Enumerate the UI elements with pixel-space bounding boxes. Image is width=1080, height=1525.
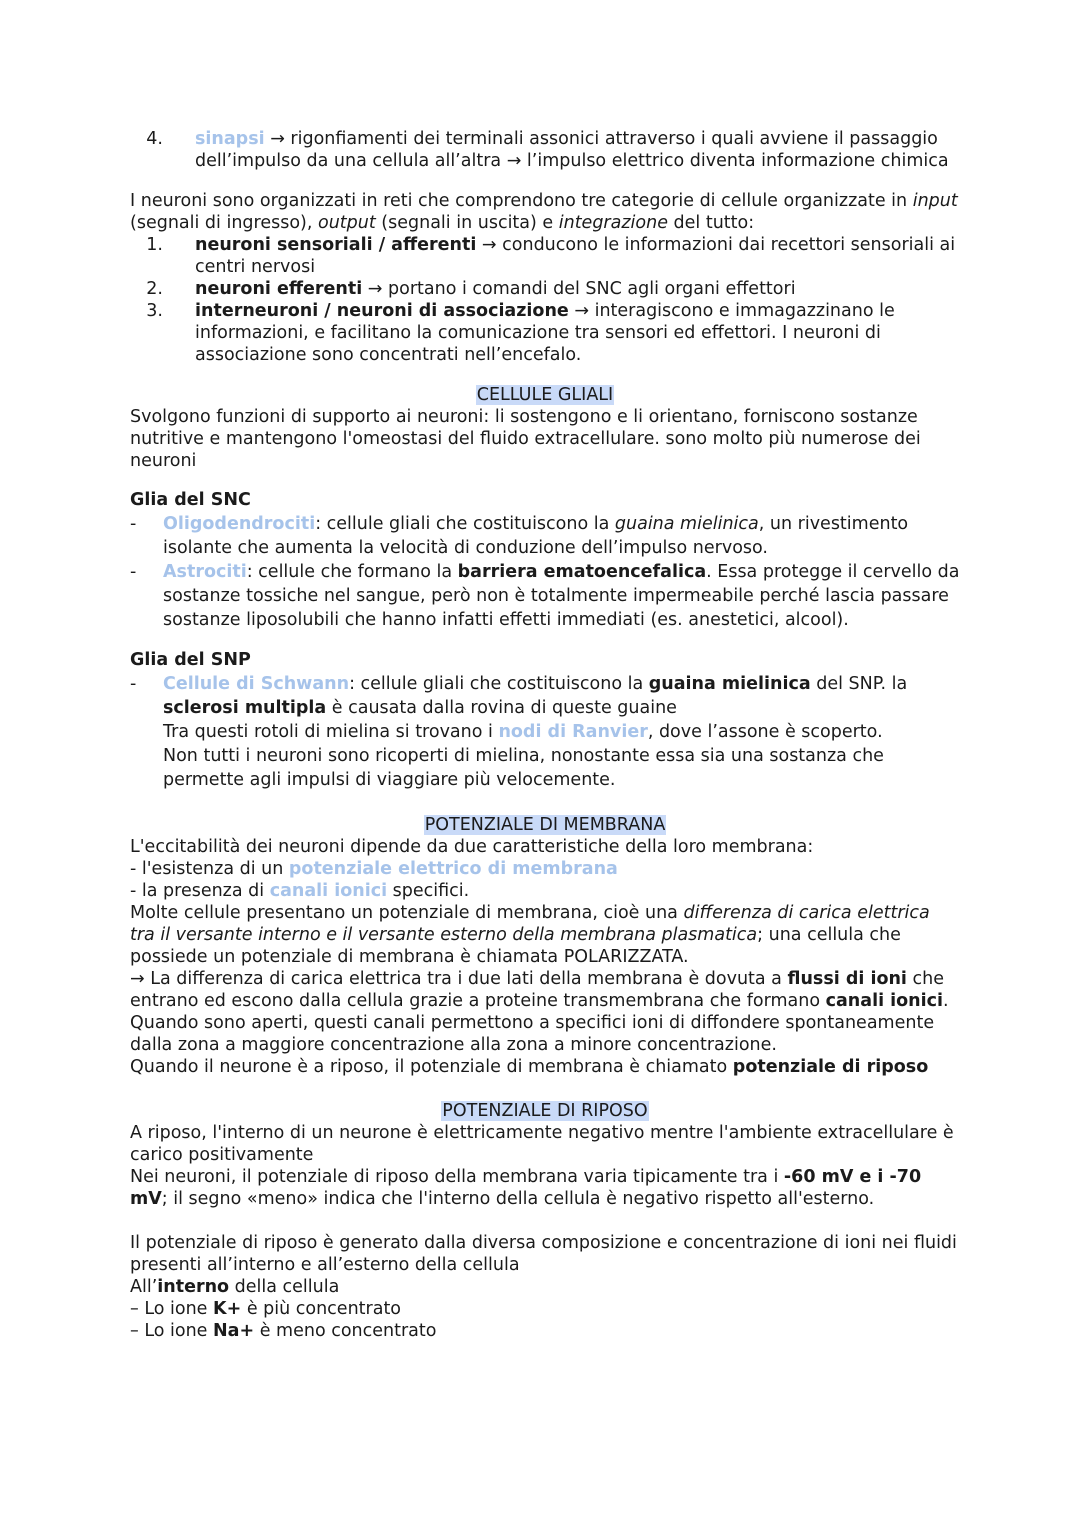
glia-list-item: - Cellule di Schwann: cellule gliali che costituiscono la guaina mielinica del SNP. la sclerosi multipla è causata dalla rovina di queste guaine Tra questi rotoli di mielina si trovano i nodi di Ranvier, dove l’assone è scoperto. Non tutti i neuroni sono ricoperti di mielina, nonostante essa sia una sostanza che permette agli impulsi di viaggiare più velocemente.: [130, 672, 960, 792]
ion-k-line: – Lo ione K+ è più concentrato: [130, 1299, 402, 1319]
membrane-paragraph1: Molte cellule presentano un potenziale di membrana, cioè una differenza di carica elettrica tra il versante interno e il versante esterno della membrana plasmatica; una cellula che possiede un potenziale di membrana è chiamata POLARIZZATA.: [130, 903, 930, 967]
resting-paragraph3: Il potenziale di riposo è generato dalla diversa composizione e concentrazione di ioni nei fluidi presenti all’interno e all’esterno della cellula: [130, 1233, 957, 1275]
term-cellule-schwann: Cellule di Schwann: [163, 674, 350, 694]
resting-paragraph2: Nei neuroni, il potenziale di riposo della membrana varia tipicamente tra i -60 mV e i -70 mV; il segno «meno» indica che l'interno della cellula è negativo rispetto all'esterno.: [130, 1167, 922, 1209]
synapse-list-item: [130, 128, 960, 172]
bullet-dash: -: [130, 562, 137, 582]
glia-list-item: - Oligodendrociti: cellule gliali che costituiscono la guaina mielinica, un rivestimento isolante che aumenta la velocità di conduzione dell’impulso nervoso.: [130, 514, 909, 558]
section-heading-membrane: POTENZIALE DI MEMBRANA: [424, 815, 666, 835]
term-neuroni-sensoriali: neuroni sensoriali / afferenti: [195, 235, 477, 255]
term-nodi-ranvier: nodi di Ranvier: [498, 722, 648, 742]
membrane-paragraph3: Quando il neurone è a riposo, il potenziale di membrana è chiamato potenziale di riposo: [130, 1057, 929, 1077]
myelin-note: Non tutti i neuroni sono ricoperti di mielina, nonostante essa sia una sostanza che permette agli impulsi di viaggiare più velocemente.: [163, 746, 884, 790]
term-oligodendrociti: Oligodendrociti: [163, 514, 316, 534]
synapse-text: sinapsi → rigonfiamenti dei terminali assonici attraverso i quali avviene il passaggio dell’impulso da una cellula all’altra → l’impulso elettrico diventa informazione chimica: [195, 129, 949, 171]
glia-intro: Svolgono funzioni di supporto ai neuroni: li sostengono e li orientano, forniscono sostanze nutritive e mantengono l'omeostasi del fluido extracellulare. sono molto più numerose dei neuroni: [130, 407, 921, 471]
bullet-dash: -: [130, 514, 137, 534]
term-neuroni-efferenti: neuroni efferenti: [195, 279, 363, 299]
term-sinapsi: sinapsi: [195, 129, 265, 149]
membrane-paragraph2: → La differenza di carica elettrica tra i due lati della membrana è dovuta a flussi di ioni che entrano ed escono dalla cellula grazie a proteine transmembrana che formano canali ionici. Quando sono aperti, questi canali permettono a specifici ioni di diffondere spontaneamente dalla zona a maggiore concentrazione alla zona a minore concentrazione.: [130, 969, 949, 1055]
resting-paragraph4: All’interno della cellula: [130, 1277, 340, 1297]
glia-list-item: - Astrociti: cellule che formano la barriera ematoencefalica. Essa protegge il cervello da sostanze tossiche nel sangue, però non è totalmente impermeabile perché lascia passare sostanze liposolubili che hanno infatti effetti immediati (es. anestetici, alcool).: [130, 562, 960, 630]
term-interneuroni: interneuroni / neuroni di associazione: [195, 301, 569, 321]
list-number: 2.: [146, 279, 163, 299]
bullet-dash: -: [130, 674, 137, 694]
subheading-glia-snp: Glia del SNP: [130, 650, 251, 670]
membrane-line1: L'eccitabilità dei neuroni dipende da due caratteristiche della loro membrana:: [130, 837, 814, 857]
resting-paragraph1: A riposo, l'interno di un neurone è elettricamente negativo mentre l'ambiente extracellulare è carico positivamente: [130, 1123, 954, 1165]
list-number: 1.: [146, 235, 163, 255]
term-potenziale-elettrico: potenziale elettrico di membrana: [288, 859, 618, 879]
membrane-bullet1: - l'esistenza di un potenziale elettrico di membrana: [130, 859, 618, 879]
subheading-glia-snc: Glia del SNC: [130, 490, 251, 510]
section-heading-resting: POTENZIALE DI RIPOSO: [442, 1101, 648, 1121]
networks-intro: I neuroni sono organizzati in reti che comprendono tre categorie di cellule organizzate in input (segnali di ingresso), output (segnali in uscita) e integrazione del tutto:: [130, 191, 958, 233]
network-list-item: 1. neuroni sensoriali / afferenti → conducono le informazioni dai recettori sensoriali ai centri nervosi: [130, 234, 960, 278]
list-number: 4.: [146, 129, 163, 149]
network-list-item: 3. interneuroni / neuroni di associazione → interagiscono e immagazzinano le informazioni, e facilitano la comunicazione tra sensori ed effettori. I neuroni di associazione sono concentrati nell’encefalo.: [130, 300, 960, 366]
section-heading-glia: CELLULE GLIALI: [476, 385, 614, 405]
network-list-item: 2. neuroni efferenti → portano i comandi del SNC agli organi effettori: [130, 278, 960, 300]
list-number: 3.: [146, 301, 163, 321]
ion-na-line: – Lo ione Na+ è meno concentrato: [130, 1321, 437, 1341]
membrane-bullet2: - la presenza di canali ionici specifici.: [130, 881, 470, 901]
term-astrociti: Astrociti: [163, 562, 247, 582]
document-page: [130, 128, 960, 1342]
term-canali-ionici: canali ionici: [269, 881, 388, 901]
